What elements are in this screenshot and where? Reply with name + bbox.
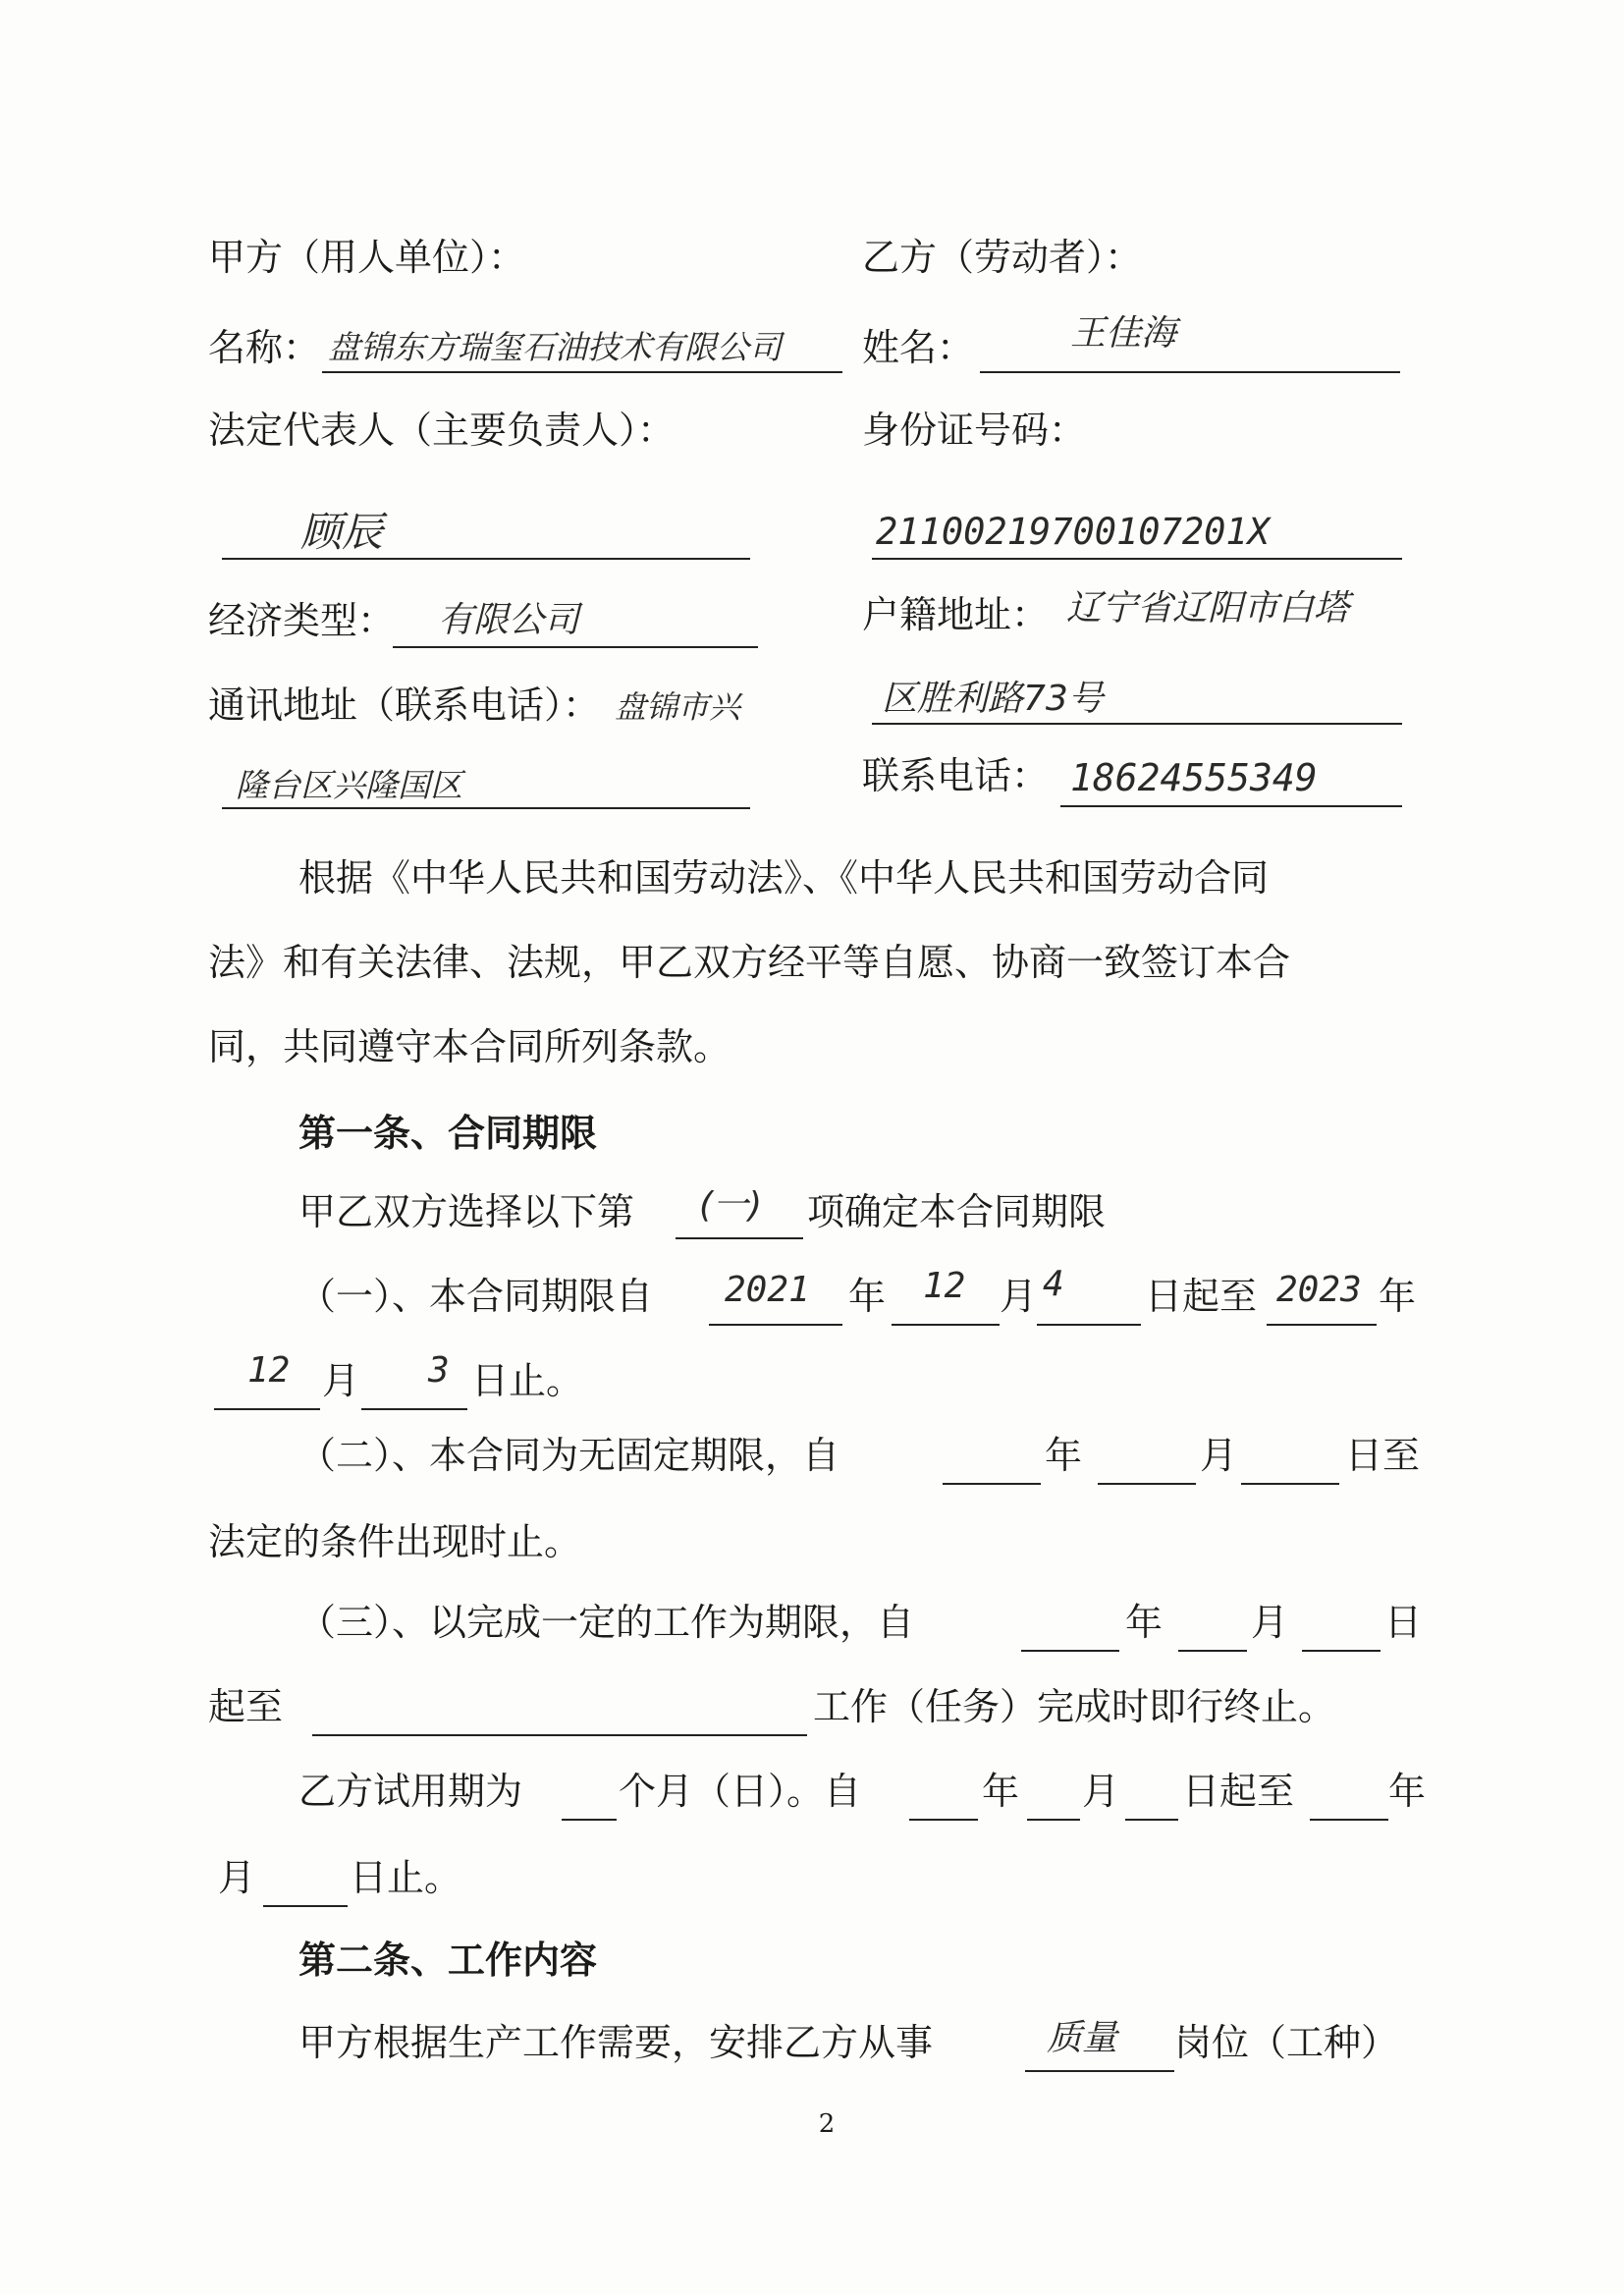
- party-a-econ-label: 经济类型：: [208, 599, 396, 642]
- article-2-title: 第二条、工作内容: [298, 1938, 598, 1982]
- party-b-heading: 乙方（劳动者）：: [862, 236, 1143, 279]
- option-1-pre: （一）、本合同期限自: [298, 1275, 654, 1318]
- option-1-month-label: 月: [1000, 1275, 1038, 1318]
- intro-line-1: 根据《中华人民共和国劳动法》、《中华人民共和国劳动合同: [298, 856, 1270, 900]
- party-b-hukou-value-2: 区胜利路73号: [882, 679, 1104, 719]
- option-1-mid: 日起至: [1145, 1275, 1258, 1318]
- option-3-pre: （三）、以完成一定的工作为期限，自: [298, 1601, 915, 1644]
- option-1-end-year-label: 年: [1379, 1275, 1417, 1318]
- trial-start-year-label: 年: [982, 1770, 1020, 1813]
- option-2-day-field[interactable]: [1241, 1442, 1339, 1485]
- intro-line-3: 同，共同遵守本合同所列条款。: [208, 1025, 731, 1068]
- party-a-name-value: 盘锦东方瑞玺石油技术有限公司: [328, 328, 782, 366]
- option-3-day-label: 日: [1384, 1601, 1423, 1644]
- trial-start-year-field[interactable]: [909, 1777, 978, 1821]
- trial-pre: 乙方试用期为: [298, 1770, 523, 1813]
- trial-length-field[interactable]: [562, 1777, 617, 1821]
- option-3-day-field[interactable]: [1302, 1609, 1380, 1652]
- option-2-year-label: 年: [1045, 1434, 1083, 1477]
- party-b-id-value: 21100219700107201X: [876, 511, 1270, 553]
- option-1-start-year: 2021: [725, 1270, 810, 1310]
- party-a-rep-label: 法定代表人（主要负责人）：: [208, 409, 676, 452]
- option-3-year-label: 年: [1125, 1601, 1164, 1644]
- option-3-qizhi: 起至: [208, 1685, 284, 1728]
- option-2-month-field[interactable]: [1098, 1442, 1196, 1485]
- option-3-post: 工作（任务）完成时即行终止。: [813, 1685, 1336, 1728]
- trial-end-day-field[interactable]: [263, 1864, 348, 1907]
- trial-end-year-label: 年: [1388, 1770, 1427, 1813]
- trial-end-year-field[interactable]: [1310, 1777, 1388, 1821]
- party-b-hukou-label: 户籍地址：: [862, 593, 1050, 636]
- option-2-ri: 日至: [1345, 1434, 1421, 1477]
- option-3-month-field[interactable]: [1178, 1609, 1247, 1652]
- option-2-pre: （二）、本合同为无固定期限，自: [298, 1434, 840, 1477]
- party-b-name-label: 姓名：: [862, 326, 975, 369]
- term-choice-post: 项确定本合同期限: [807, 1190, 1107, 1233]
- option-3-year-field[interactable]: [1021, 1609, 1119, 1652]
- option-1-end-month: 12: [247, 1350, 291, 1391]
- party-a-name-label: 名称：: [208, 326, 321, 369]
- party-a-econ-value: 有限公司: [438, 600, 580, 640]
- party-a-addr-label: 通讯地址（联系电话）：: [208, 683, 601, 727]
- trial-unit: 个月（日）。自: [619, 1770, 862, 1813]
- party-b-id-label: 身份证号码：: [862, 409, 1087, 452]
- trial-start-month-field[interactable]: [1027, 1777, 1080, 1821]
- option-1-start-day: 4: [1043, 1264, 1064, 1304]
- option-1-start-month: 12: [923, 1266, 966, 1306]
- trial-end-month-label: 月: [218, 1856, 256, 1899]
- option-3-task-field[interactable]: [312, 1693, 807, 1736]
- job-post: 岗位（工种）: [1174, 2021, 1399, 2064]
- option-2-line-2: 法定的条件出现时止。: [208, 1520, 582, 1563]
- trial-start-month-label: 月: [1082, 1770, 1120, 1813]
- article-1-title: 第一条、合同期限: [298, 1111, 598, 1155]
- page-number: 2: [818, 2109, 836, 2139]
- intro-line-2: 法》和有关法律、法规，甲乙双方经平等自愿、协商一致签订本合: [208, 941, 1291, 984]
- party-b-phone-label: 联系电话：: [862, 754, 1050, 797]
- trial-start-day-field[interactable]: [1125, 1777, 1178, 1821]
- party-b-hukou-value-1: 辽宁省辽阳市白塔: [1066, 588, 1350, 628]
- option-1-end-day: 3: [428, 1350, 450, 1391]
- option-1-end-month-label: 月: [322, 1359, 360, 1402]
- option-1-end-day-field[interactable]: [361, 1367, 467, 1410]
- term-choice-pre: 甲乙双方选择以下第: [298, 1190, 635, 1233]
- option-1-end: 日止。: [471, 1359, 584, 1402]
- party-b-phone-value: 18624555349: [1070, 756, 1318, 799]
- option-3-month-label: 月: [1251, 1601, 1289, 1644]
- party-a-heading: 甲方（用人单位）：: [208, 236, 526, 279]
- job-value: 质量: [1047, 2018, 1118, 2058]
- option-1-year-label: 年: [848, 1275, 887, 1318]
- party-a-addr-value-2: 隆台区兴隆国区: [236, 766, 462, 804]
- party-b-name-value: 王佳海: [1070, 313, 1177, 354]
- option-1-end-year: 2023: [1276, 1270, 1362, 1310]
- option-2-year-field[interactable]: [943, 1442, 1041, 1485]
- job-pre: 甲方根据生产工作需要，安排乙方从事: [298, 2021, 934, 2064]
- option-2-month-label: 月: [1200, 1434, 1238, 1477]
- trial-end: 日止。: [350, 1856, 462, 1899]
- party-b-name-field[interactable]: [980, 330, 1400, 373]
- party-a-rep-value: 顾辰: [300, 508, 384, 556]
- term-choice-value: (一): [699, 1185, 763, 1226]
- trial-mid: 日起至: [1182, 1770, 1295, 1813]
- party-a-addr-value-1: 盘锦市兴: [615, 688, 741, 726]
